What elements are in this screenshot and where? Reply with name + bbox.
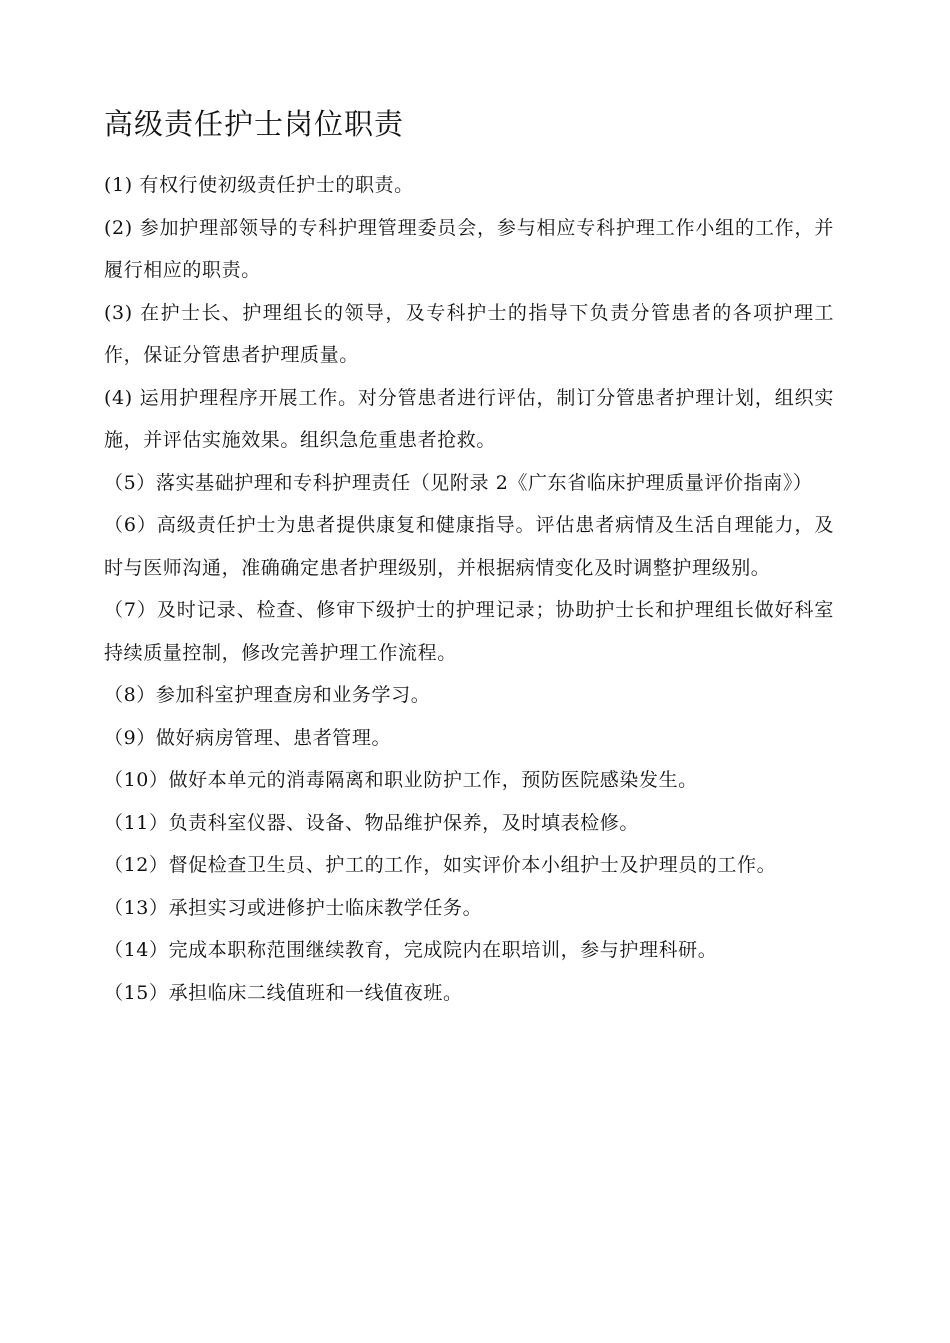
duty-item-6: （6）高级责任护士为患者提供康复和健康指导。评估患者病情及生活自理能力，及时与医师沟通，准确确定患者护理级别，并根据病情变化及时调整护理级别。: [104, 514, 834, 579]
document-title: 高级责任护士岗位职责: [104, 107, 405, 141]
duty-item-10: （10）做好本单元的消毒隔离和职业防护工作，预防医院感染发生。: [104, 769, 698, 791]
duty-item-14: （14）完成本职称范围继续教育，完成院内在职培训，参与护理科研。: [104, 939, 718, 961]
duty-item-3: (3) 在护士长、护理组长的领导，及专科护士的指导下负责分管患者的各项护理工作，保证分管患者护理质量。: [104, 301, 834, 366]
duty-item-1: (1) 有权行使初级责任护士的职责。: [104, 174, 414, 196]
duty-item-5: （5）落实基础护理和专科护理责任（见附录 2《广东省临床护理质量评价指南》）: [104, 471, 813, 494]
duty-item-11: （11）负责科室仪器、设备、物品维护保养，及时填表检修。: [104, 811, 639, 834]
document-page: [104, 104, 834, 1014]
duty-item-4: (4) 运用护理程序开展工作。对分管患者进行评估，制订分管患者护理计划，组织实施，并评估实施效果。组织急危重患者抢救。: [104, 386, 834, 451]
duty-item-9: （9）做好病房管理、患者管理。: [104, 726, 392, 749]
duty-item-8: （8）参加科室护理查房和业务学习。: [104, 684, 431, 706]
duty-list: [104, 164, 834, 1014]
duty-item-13: （13）承担实习或进修护士临床教学任务。: [104, 896, 483, 919]
duty-item-7: （7）及时记录、检查、修审下级护士的护理记录；协助护士长和护理组长做好科室持续质量控制，修改完善护理工作流程。: [104, 599, 834, 664]
duty-item-15: （15）承担临床二线值班和一线值夜班。: [104, 981, 463, 1004]
duty-item-12: （12）督促检查卫生员、护工的工作，如实评价本小组护士及护理员的工作。: [104, 854, 777, 876]
duty-item-2: (2) 参加护理部领导的专科护理管理委员会，参与相应专科护理工作小组的工作，并履行相应的职责。: [104, 216, 834, 281]
